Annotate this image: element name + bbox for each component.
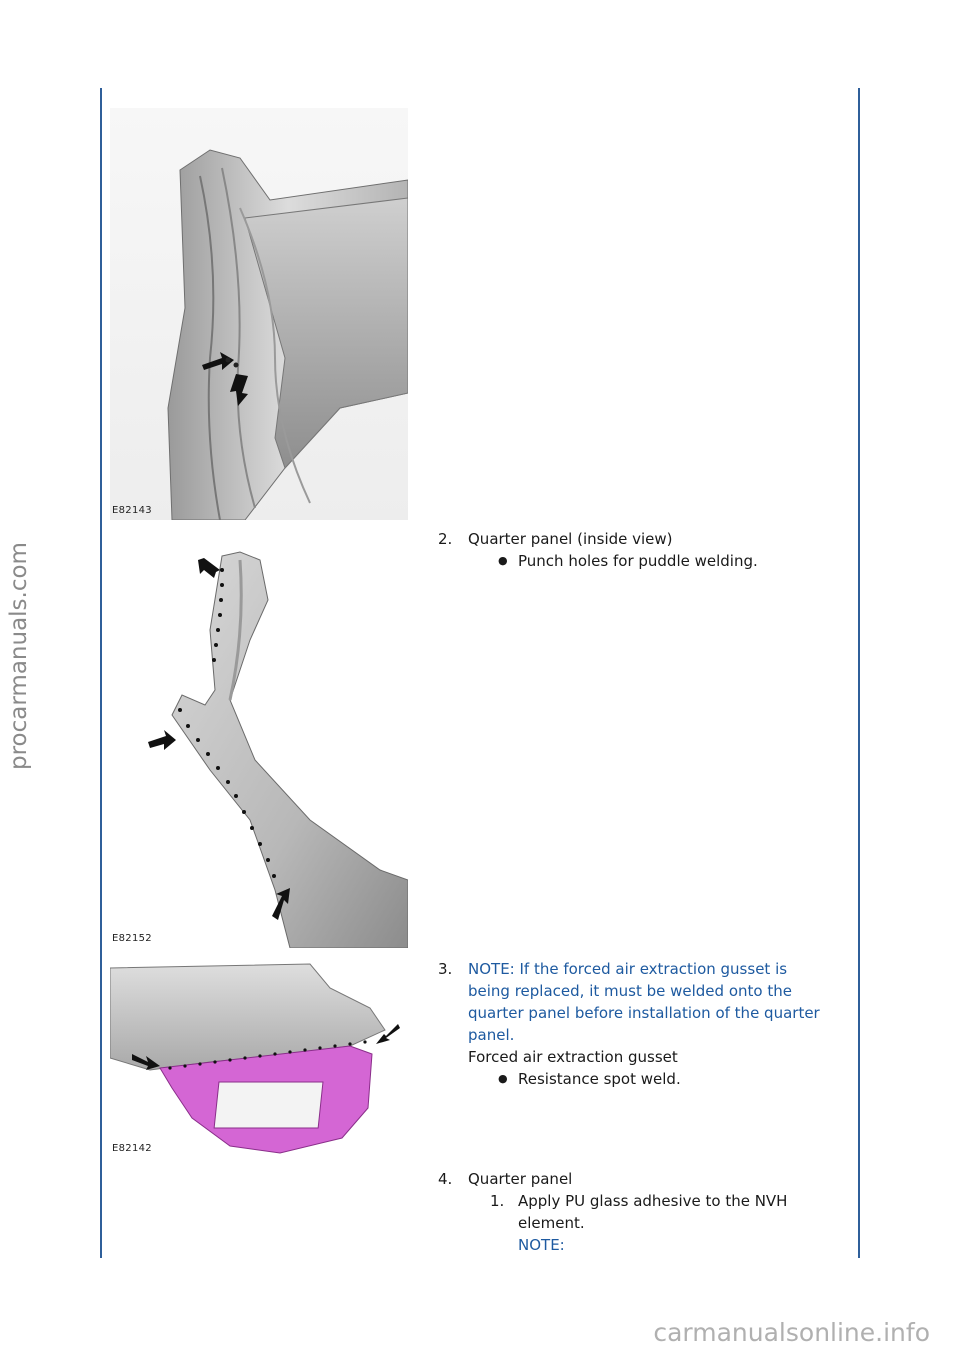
bullet-item: [498, 550, 828, 572]
step-3: [438, 958, 828, 1090]
step-title: Forced air extraction gusset: [468, 1048, 678, 1066]
step-4: [438, 1168, 828, 1256]
illustration-quarter-panel-inside: [110, 530, 408, 948]
figure-forced-air-extraction-gusset: [110, 958, 408, 1158]
illustration-gusset: [110, 958, 408, 1158]
left-margin-rule: [100, 88, 102, 1258]
bullet-dot-icon: ●: [498, 554, 508, 567]
substep-item: [490, 1190, 828, 1256]
figure-code: E82142: [112, 1143, 152, 1154]
bullet-text: Resistance spot weld.: [518, 1070, 681, 1088]
step-2: [438, 528, 828, 572]
substep-number: 1.: [490, 1192, 505, 1210]
step-title: Quarter panel: [468, 1170, 573, 1188]
figure-quarter-panel-inside: [110, 530, 408, 948]
figure-code: E82152: [112, 933, 152, 944]
watermark-left: procarmanuals.com: [6, 542, 32, 770]
step-number: 2.: [438, 530, 453, 548]
watermark-bottom: carmanualsonline.info: [653, 1318, 930, 1347]
substep-text: Apply PU glass adhesive to the NVH element.: [518, 1192, 788, 1232]
step-note: NOTE: If the forced air extraction gusset is being replaced, it must be welded onto the quarter panel before installation of the quarter panel.: [468, 960, 820, 1044]
step-number: 4.: [438, 1170, 453, 1188]
bullet-text: Punch holes for puddle welding.: [518, 552, 758, 570]
step-number: 3.: [438, 960, 453, 978]
substep-note: NOTE:: [518, 1236, 565, 1254]
step-title: Quarter panel (inside view): [468, 530, 673, 548]
bullet-dot-icon: ●: [498, 1072, 508, 1085]
right-margin-rule: [858, 88, 860, 1258]
figure-quarter-panel-c-pillar: [110, 108, 408, 520]
bullet-item: [498, 1068, 828, 1090]
illustration-c-pillar: [110, 108, 408, 520]
figure-code: E82143: [112, 505, 152, 516]
